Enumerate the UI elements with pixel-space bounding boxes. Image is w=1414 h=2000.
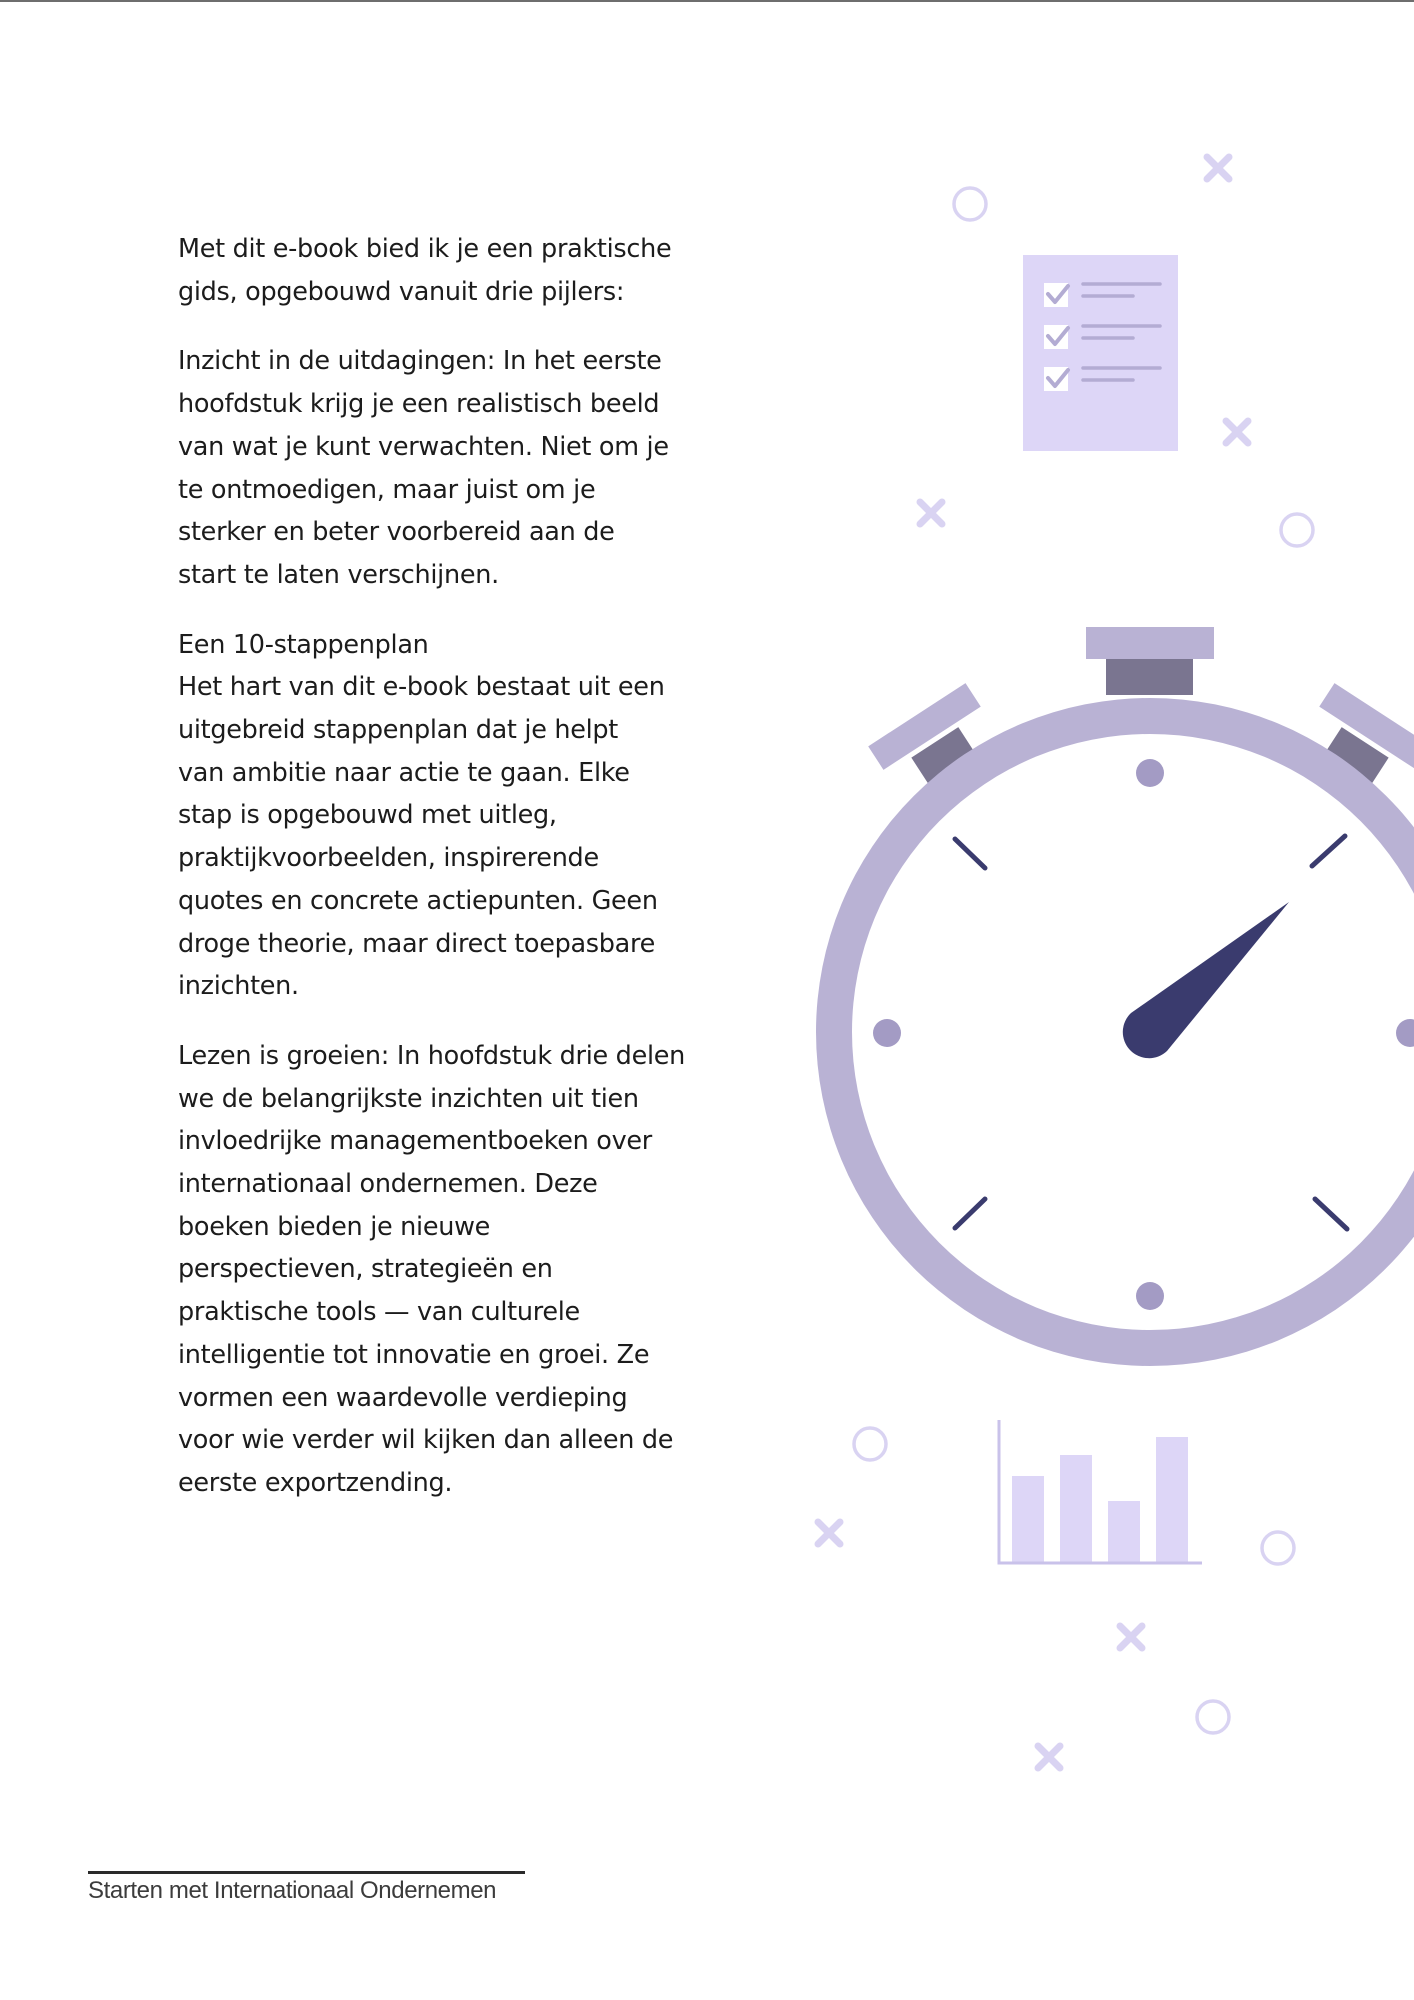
text-line: Lezen is groeien: In hoofdstuk drie delen xyxy=(178,1040,685,1071)
text-line: uitgebreid stappenplan dat je helpt xyxy=(178,715,619,746)
text-line: boeken bieden je nieuwe xyxy=(178,1211,491,1242)
text-line: hoofdstuk krijg je een realistisch beeld xyxy=(178,389,660,420)
text-line: Het hart van dit e-book bestaat uit een xyxy=(178,672,665,703)
cross-icon xyxy=(1120,1626,1142,1648)
text-line: praktijkvoorbeelden, inspirerende xyxy=(178,843,599,874)
bar-chart-icon xyxy=(999,1420,1202,1563)
circle-icon xyxy=(1197,1701,1229,1733)
text-line: intelligentie tot innovatie en groei. Ze xyxy=(178,1339,650,1370)
cross-icon xyxy=(920,502,942,524)
text-line: start te laten verschijnen. xyxy=(178,559,499,590)
circle-icon xyxy=(854,1428,886,1460)
text-line: internationaal ondernemen. Deze xyxy=(178,1169,598,1200)
text-line: vormen een waardevolle verdieping xyxy=(178,1382,628,1413)
text-line: stap is opgebouwd met uitleg, xyxy=(178,800,557,831)
text-line: Inzicht in de uitdagingen: In het eerste xyxy=(178,346,662,377)
text-line: droge theorie, maar direct toepasbare xyxy=(178,928,656,959)
text-line: invloedrijke managementboeken over xyxy=(178,1126,652,1157)
text-line: we de belangrijkste inzichten uit tien xyxy=(178,1083,639,1114)
text-line: gids, opgebouwd vanuit drie pijlers: xyxy=(178,276,625,307)
text-line: perspectieven, strategieën en xyxy=(178,1254,553,1285)
text-line: inzichten. xyxy=(178,971,299,1002)
text-line: van wat je kunt verwachten. Niet om je xyxy=(178,431,669,462)
footer-divider xyxy=(88,1871,525,1874)
footer-title: Starten met Internationaal Ondernemen xyxy=(88,1877,497,1904)
page-footer xyxy=(88,1871,525,1906)
text-line: Met dit e-book bied ik je een praktische xyxy=(178,234,672,264)
text-line: eerste exportzending. xyxy=(178,1467,453,1498)
cross-icon xyxy=(818,1522,840,1544)
text-line: te ontmoedigen, maar juist om je xyxy=(178,474,596,505)
text-line: quotes en concrete actiepunten. Geen xyxy=(178,885,658,916)
cross-icon xyxy=(1226,421,1248,443)
text-line: Een 10-stappenplan xyxy=(178,629,429,660)
circle-icon xyxy=(1281,514,1313,546)
text-line: van ambitie naar actie te gaan. Elke xyxy=(178,757,630,788)
text-line: sterker en beter voorbereid aan de xyxy=(178,517,615,548)
cross-icon xyxy=(1207,157,1229,179)
text-line: praktische tools — van culturele xyxy=(178,1297,580,1328)
checklist-icon xyxy=(1023,255,1178,451)
text-line: voor wie verder wil kijken dan alleen de xyxy=(178,1425,674,1456)
stopwatch-icon xyxy=(816,627,1414,1366)
circle-icon xyxy=(1262,1532,1294,1564)
cross-icon xyxy=(1038,1746,1060,1768)
circle-icon xyxy=(954,188,986,220)
